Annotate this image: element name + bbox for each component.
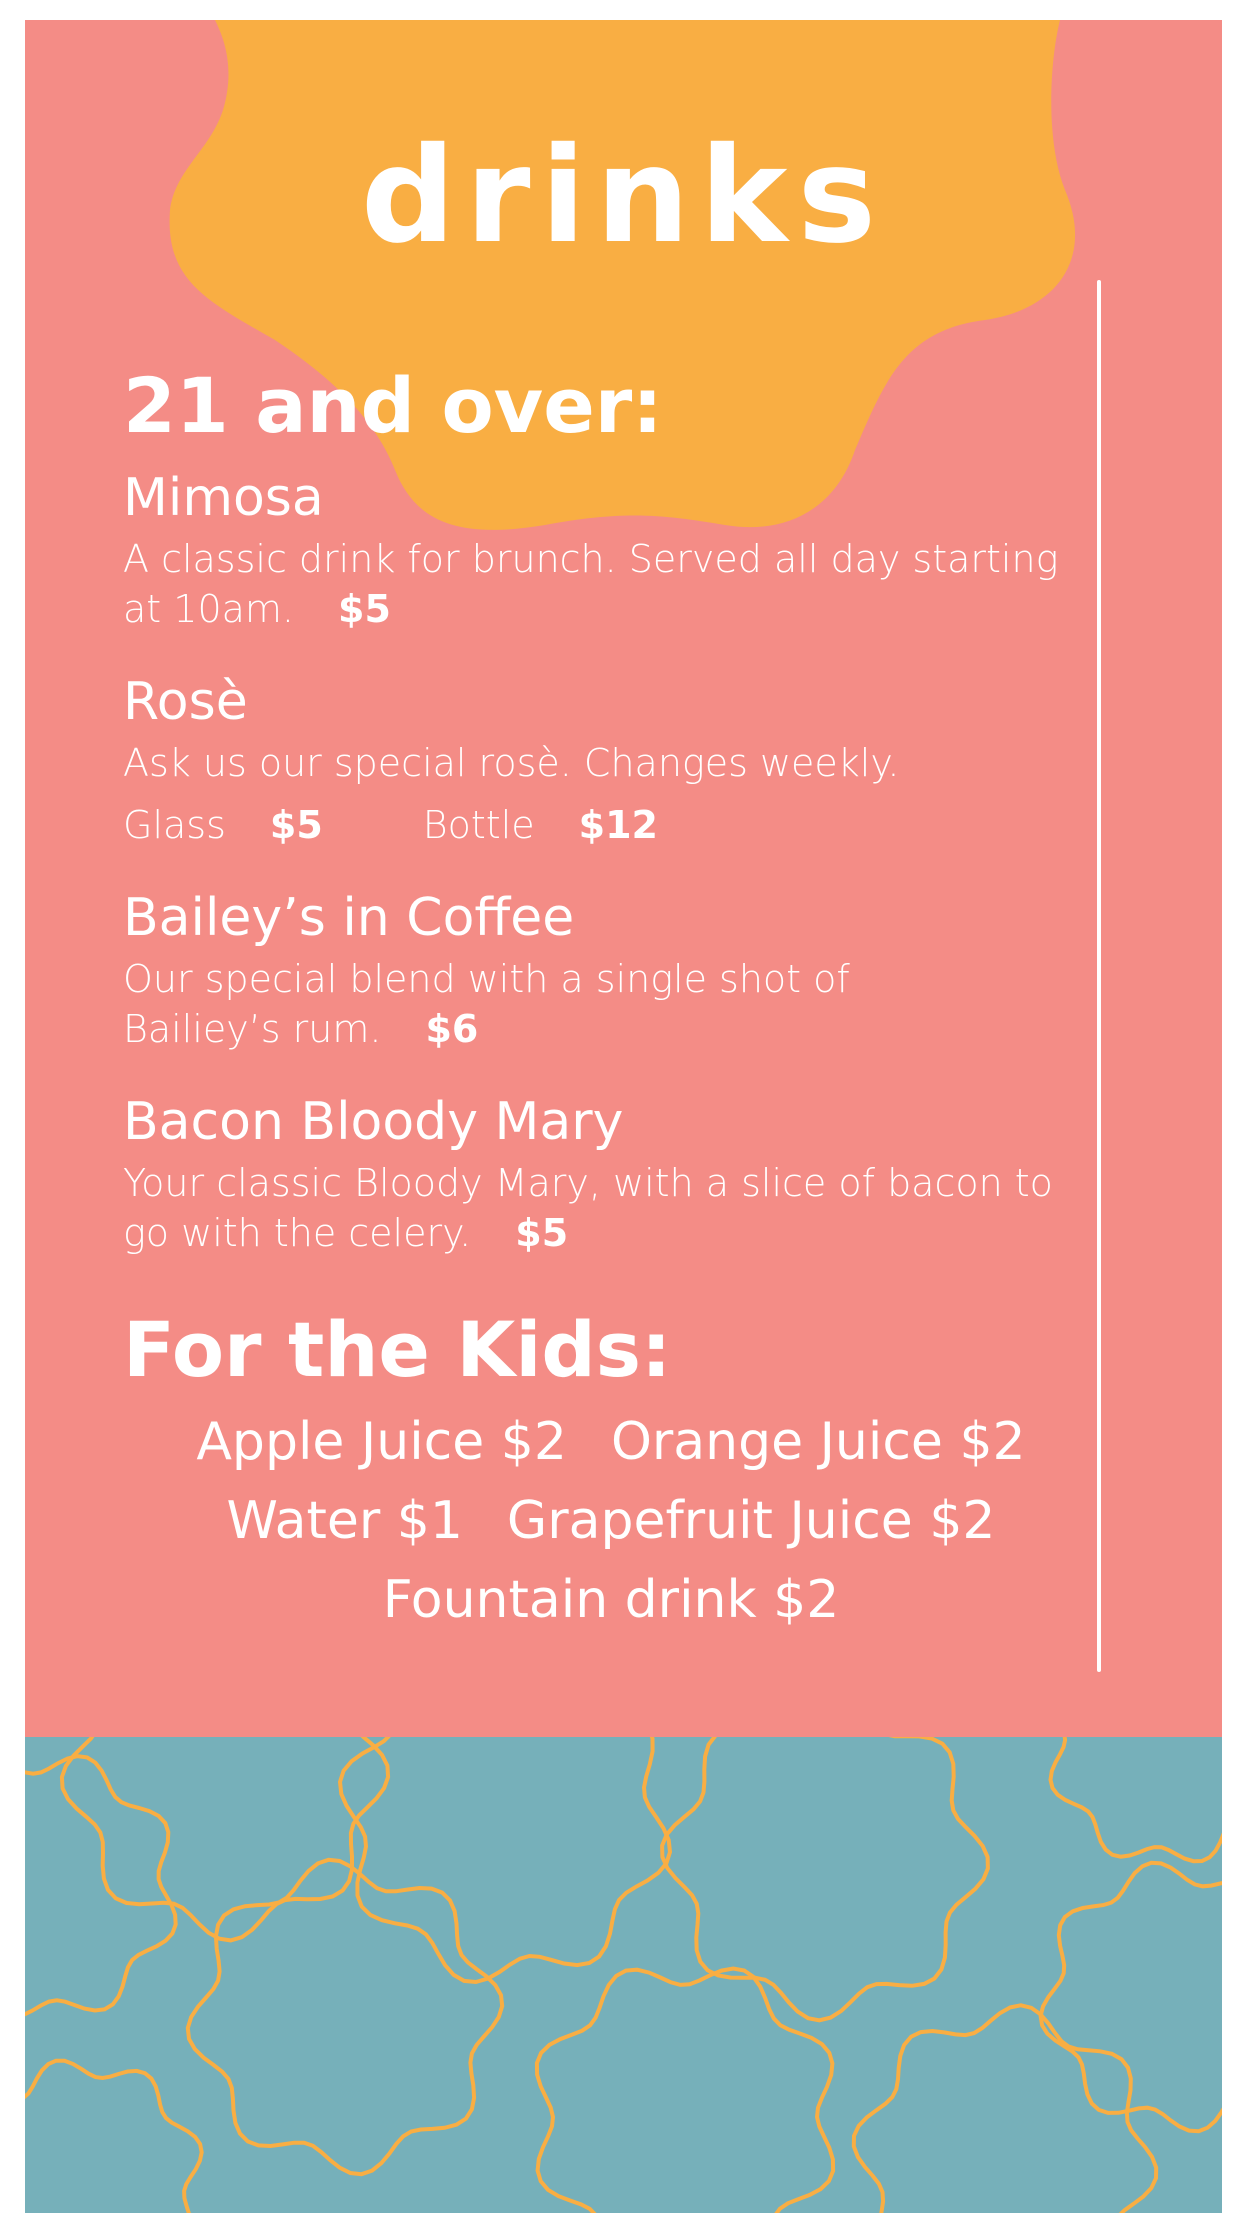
item-mimosa-price: $5 (338, 587, 391, 631)
rose-bottle-label: Bottle (422, 803, 535, 847)
item-baileys-description: Our special blend with a single shot of (123, 957, 850, 1001)
rose-glass-price: $5 (269, 803, 323, 847)
wavy-outline-shape (188, 1860, 502, 2174)
wavy-outline-shape (62, 1737, 388, 1940)
item-mimosa-name: Mimosa (123, 468, 324, 528)
kids-item-grapefruit-juice: Grapefruit Juice $2 (506, 1491, 996, 1551)
wavy-outline-shape (1051, 1737, 1223, 1861)
item-bloody-mary-description-line2: go with the celery. (123, 1211, 472, 1255)
item-rose-name: Rosè (123, 672, 248, 732)
item-mimosa-description: A classic drink for brunch. Served all day starting (123, 537, 1059, 581)
item-bloody-mary-description-end (123, 1208, 568, 1258)
adult-section-heading: 21 and over: (123, 361, 663, 450)
kids-row-1 (25, 1412, 1197, 1472)
item-baileys-name: Bailey’s in Coffee (123, 888, 575, 948)
item-baileys-description-line2: Bailiey’s rum. (123, 1007, 382, 1051)
wavy-outline-shape (537, 1969, 833, 2214)
item-bloody-mary-price: $5 (515, 1211, 569, 1255)
wavy-outline-shape (662, 1737, 988, 2020)
kids-row-3 (25, 1570, 1197, 1630)
kids-row-2 (25, 1491, 1197, 1551)
item-bloody-mary-name: Bacon Bloody Mary (123, 1092, 624, 1152)
item-baileys-description-end (123, 1004, 478, 1054)
page-title: drinks (360, 119, 887, 273)
item-rose-prices (123, 800, 658, 850)
item-mimosa-description-end (123, 584, 391, 634)
kids-item-orange-juice: Orange Juice $2 (610, 1412, 1026, 1472)
rose-glass-label: Glass (123, 803, 226, 847)
wavy-outline-shape (854, 2005, 1156, 2213)
wavy-outline-shape (25, 2061, 202, 2213)
kids-item-water: Water $1 (226, 1491, 463, 1551)
item-bloody-mary-description: Your classic Bloody Mary, with a slice of bacon to (123, 1161, 1053, 1205)
item-rose-description: Ask us our special rosè. Changes weekly. (123, 741, 900, 785)
wavy-outline-shape (25, 1756, 176, 2018)
item-baileys-price: $6 (425, 1007, 479, 1051)
kids-item-fountain-drink: Fountain drink $2 (382, 1570, 840, 1630)
kids-section-heading: For the Kids: (123, 1305, 672, 1394)
item-mimosa-description-line2: at 10am. (123, 587, 294, 631)
wavy-pattern-decoration (25, 1737, 1222, 2213)
rose-bottle-price: $12 (578, 803, 658, 847)
kids-item-apple-juice: Apple Juice $2 (196, 1412, 567, 1472)
menu-card (25, 20, 1222, 2213)
